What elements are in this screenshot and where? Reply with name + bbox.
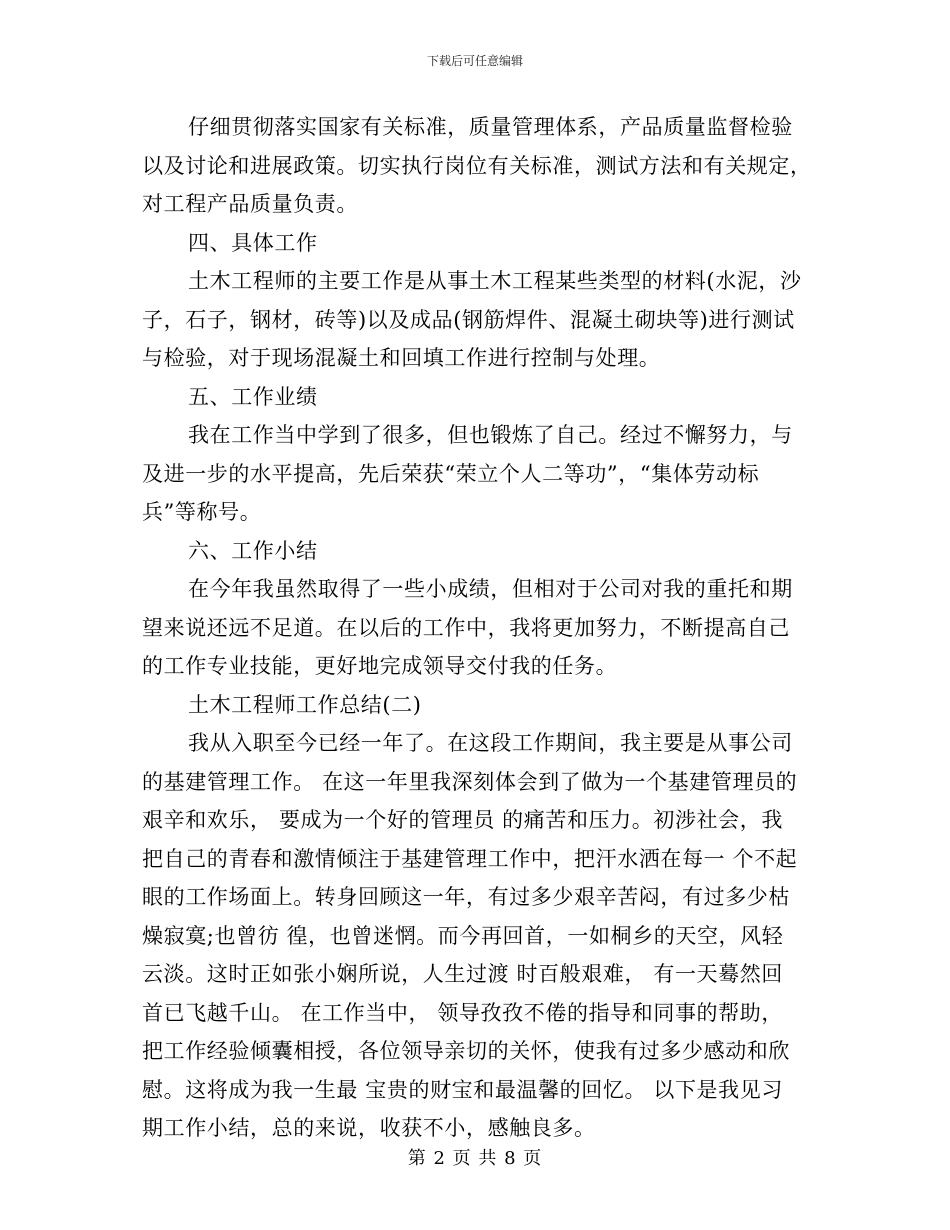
text-line: 望来说还远不足道。在以后的工作中，我将更加努力，不断提高自己: [142, 615, 790, 640]
text-line: 我从入职至今已经一年了。在这段工作期间，我主要是从事公司: [188, 731, 793, 755]
section-heading: 五、工作业绩: [188, 384, 318, 409]
text-line: 的基建管理工作。 在这一年里我深刻体会到了做为一个基建管理员的: [142, 769, 798, 794]
text-line: 云淡。这时正如张小娴所说，人生过渡 时百般艰难， 有一天蓦然回: [142, 962, 783, 986]
text-line: 把工作经验倾囊相授，各位领导亲切的关怀，使我有过多少感动和欣: [142, 1039, 790, 1063]
text-line: 我在工作当中学到了很多，但也锻炼了自己。经过不懈努力，与: [188, 423, 793, 447]
text-line: 慰。这将成为我一生最 宝贵的财宝和最温馨的回忆。 以下是我见习: [142, 1077, 783, 1102]
document-body: [142, 108, 812, 1148]
text-line: 燥寂寞;也曾彷 徨，也曾迷惘。而今再回首，一如桐乡的天空，风轻: [142, 923, 784, 948]
text-line: 的工作专业技能，更好地完成领导交付我的任务。: [142, 654, 618, 678]
text-line: 土木工程师的主要工作是从事土木工程某些类型的材料(水泥，沙: [188, 269, 802, 293]
text-line: 期工作小结，总的来说，收获不小，感触良多。: [142, 1116, 596, 1140]
text-line: 在今年我虽然取得了一些小成绩，但相对于公司对我的重托和期: [188, 577, 793, 601]
text-line: 对工程产品质量负责。: [142, 192, 358, 216]
text-line: 以及讨论和进展政策。切实执行岗位有关标准，测试方法和有关规定，: [142, 153, 812, 178]
text-line: 艰辛和欢乐， 要成为一个好的管理员 的痛苦和压力。初涉社会，我: [142, 808, 783, 832]
page-number-footer: 第 2 页 共 8 页: [407, 1148, 543, 1169]
text-line: 子，石子，钢材，砖等)以及成品(钢筋焊件、混凝土砌块等)进行测试: [142, 307, 795, 332]
section-heading: 土木工程师工作总结(二): [188, 692, 422, 717]
section-heading: 六、工作小结: [188, 538, 318, 563]
text-line: 把自己的青春和激情倾注于基建管理工作中，把汗水洒在每一 个不起: [142, 846, 798, 871]
text-line: 兵”等称号。: [142, 500, 262, 524]
page-header: 下载后可任意编辑: [426, 54, 523, 68]
section-heading: 四、具体工作: [188, 230, 318, 255]
text-line: 与检验，对于现场混凝土和回填工作进行控制与处理。: [142, 346, 661, 370]
text-line: 仔细贯彻落实国家有关标准，质量管理体系，产品质量监督检验: [188, 115, 793, 139]
text-line: 首已飞越千山。 在工作当中， 领导孜孜不倦的指导和同事的帮助，: [142, 1000, 783, 1025]
text-line: 眼的工作场面上。转身回顾这一年，有过多少艰辛苦闷，有过多少枯: [142, 885, 790, 909]
text-line: 及进一步的水平提高，先后荣获“荣立个人二等功”，“集体劳动标: [142, 461, 760, 486]
